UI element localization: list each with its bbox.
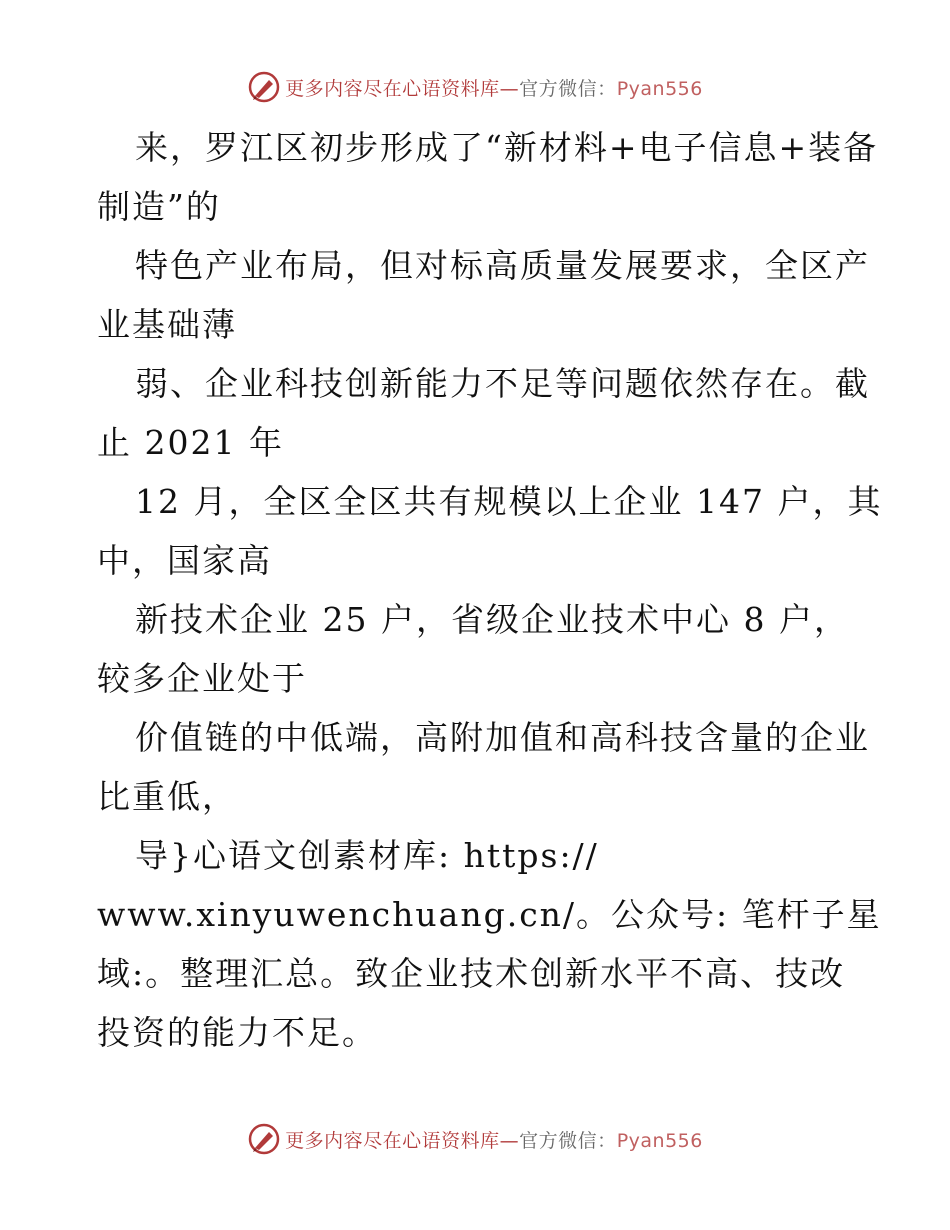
text-line: 特色产业布局，但对标高质量发展要求，全区产 — [135, 246, 870, 285]
text-line: 比重低， — [97, 777, 237, 816]
text-line: 来，罗江区初步形成了“新材料+电子信息+装备 — [135, 128, 879, 167]
header-wechat-id: Pyan556 — [616, 77, 703, 100]
text-line: www.xinyuwenchuang.cn/。公众号: 笔杆子星 — [97, 895, 882, 934]
text-line: 业基础薄 — [97, 305, 237, 344]
footer-wechat-label: 官方微信： — [519, 1129, 617, 1152]
header-banner-separator: — — [499, 77, 520, 100]
footer-banner-title: 更多内容尽在心语资料库 — [285, 1129, 500, 1152]
footer-wechat-id: Pyan556 — [616, 1129, 703, 1152]
text-line: 中，国家高 — [97, 541, 272, 580]
pen-logo-icon — [247, 70, 281, 104]
header-banner-title: 更多内容尽在心语资料库 — [285, 77, 500, 100]
pen-logo-icon — [247, 1122, 281, 1156]
text-line: 较多企业处于 — [97, 659, 307, 698]
text-line: 止 2021 年 — [97, 423, 284, 462]
text-line: 12 月，全区全区共有规模以上企业 147 户，其 — [135, 482, 883, 521]
text-line: 价值链的中低端，高附加值和高科技含量的企业 — [135, 718, 870, 757]
text-line: 新技术企业 25 户，省级企业技术中心 8 户， — [135, 600, 849, 639]
footer-banner — [0, 1122, 950, 1156]
document-body — [97, 118, 883, 1062]
header-banner — [0, 70, 950, 104]
header-banner-text — [285, 74, 703, 101]
footer-banner-text — [285, 1126, 703, 1153]
text-line: 投资的能力不足。 — [97, 1013, 377, 1052]
footer-banner-separator: — — [499, 1129, 520, 1152]
text-line: 域:。整理汇总。致企业技术创新水平不高、技改 — [97, 954, 846, 993]
header-wechat-label: 官方微信： — [519, 77, 617, 100]
text-line: 弱、企业科技创新能力不足等问题依然存在。截 — [135, 364, 870, 403]
text-line: 制造”的 — [97, 187, 221, 226]
text-line: 导}心语文创素材库: https:// — [135, 836, 599, 875]
